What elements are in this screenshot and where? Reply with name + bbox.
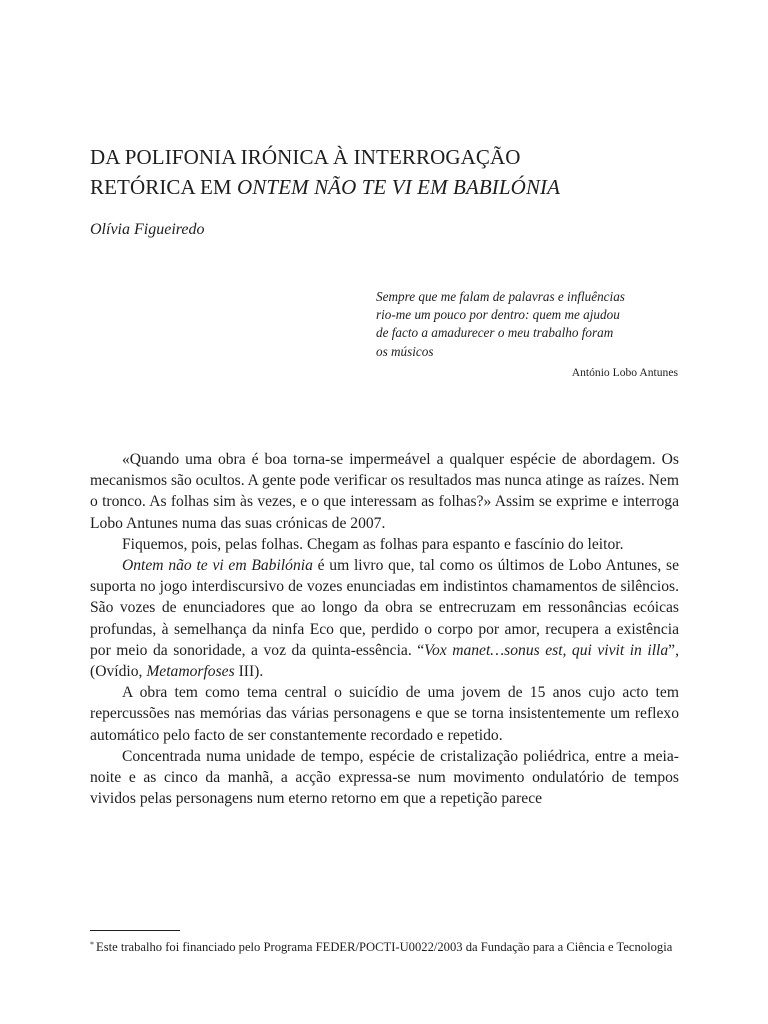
epigraph-author: António Lobo Antunes (571, 366, 678, 379)
body-paragraph-3 (90, 555, 679, 682)
epigraph-line: os músicos (376, 343, 434, 359)
work-title-inline: Metamorfoses (146, 663, 235, 681)
footnote (90, 936, 680, 956)
epigraph-line: rio-me um pouco por dentro: quem me ajudou (376, 307, 620, 323)
title-line-2 (90, 172, 678, 202)
title-line-1: DA POLIFONIA IRÓNICA À INTERROGAÇÃO (90, 145, 521, 169)
paragraph-3-text-2: ”, (Ovídio, (90, 641, 679, 681)
body-paragraph-4: A obra tem como tema central o suicídio de uma jovem de 15 anos cujo acto tem repercussões nas memórias das várias personagens e que se torna insistentemente um reflexo automático pelo facto de ser constantemente recordado e repetido. (90, 684, 679, 744)
epigraph-line: Sempre que me falam de palavras e influências (376, 289, 625, 304)
body-paragraph-5: Concentrada numa unidade de tempo, espécie de cristalização poliédrica, entre a meia-noite e as cinco da manhã, a acção expressa-se num movimento ondulatório de tempos vividos pelas personagens num eterno retorno em que a repetição parece (90, 747, 679, 808)
paragraph-3-text-3: III). (234, 663, 264, 681)
document-page (90, 0, 678, 1024)
body-paragraph-1: «Quando uma obra é boa torna-se impermeável a qualquer espécie de abordagem. Os mecanismos são ocultos. A gente pode verificar os resultados mas nunca atinge as raízes. Nem o tronco. As folhas sim às vezes, e o que interessam as folhas?» Assim se exprime e interroga Lobo Antunes numa das suas crónicas de 2007. (90, 451, 679, 532)
article-author: Olívia Figueiredo (90, 221, 205, 238)
title-line-2-prefix: RETÓRICA EM (90, 175, 238, 199)
footnote-marker: * (90, 940, 94, 949)
epigraph-quote (376, 288, 680, 361)
book-title-inline: Ontem não te vi em Babilónia (122, 557, 313, 575)
article-body (90, 449, 679, 809)
epigraph-line: de facto a amadurecer o meu trabalho foram (376, 325, 614, 341)
latin-quote: Vox manet…sonus est, qui vivit in illa (424, 641, 669, 659)
footnote-divider (90, 930, 180, 931)
footnote-text: Este trabalho foi financiado pelo Programa FEDER/POCTI-U0022/2003 da Fundação para a Ciência e Tecnologia (96, 940, 673, 954)
title-book-name: ONTEM NÃO TE VI EM BABILÓNIA (237, 175, 561, 199)
paragraph-3-text-1: é um livro que, tal como os últimos de Lobo Antunes, se suporta no jogo interdiscursivo de vozes enunciadas em indistintos chamamentos de silêncios. São vozes de enunciadores que ao longo da obra se entrecruzam em ressonâncias ecóicas profundas, à semelhança da ninfa Eco que, perdido o corpo por amor, recupera a existência por meio da sonoridade, a voz da quinta-essência. “ (90, 557, 680, 659)
article-title (90, 142, 678, 202)
body-paragraph-2: Fiquemos, pois, pelas folhas. Chegam as folhas para espanto e fascínio do leitor. (122, 535, 624, 553)
